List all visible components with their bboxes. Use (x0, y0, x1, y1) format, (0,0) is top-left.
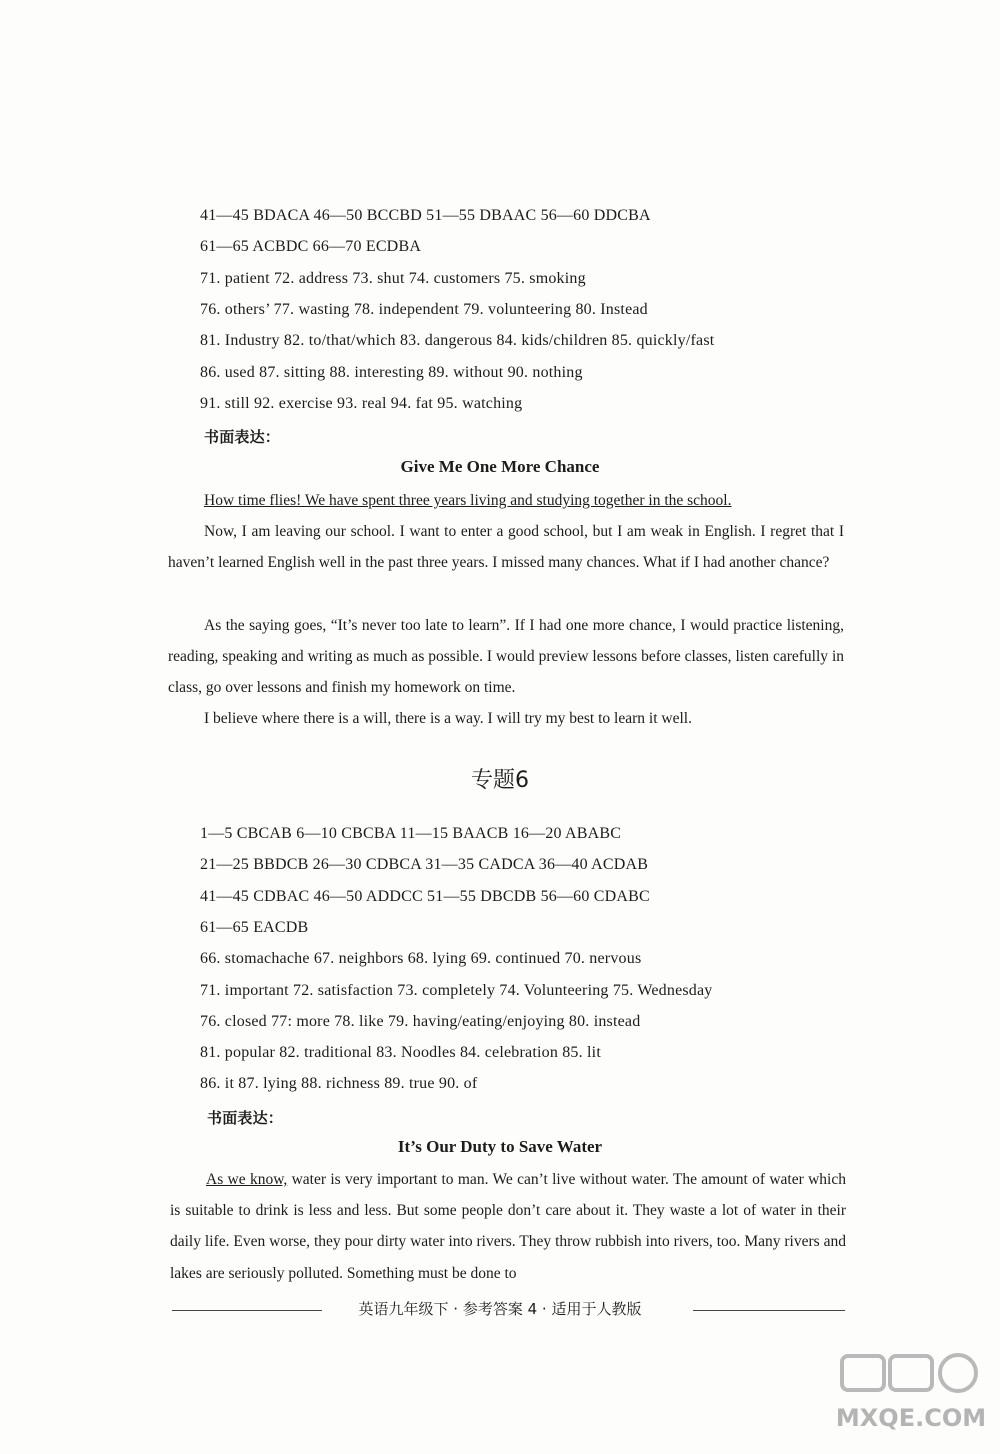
svg-text:MXQE.COM: MXQE.COM (836, 1404, 986, 1432)
answer-line: 71. patient 72. address 73. shut 74. customers 75. smoking (200, 270, 586, 287)
answer-line: 61—65 ACBDC 66—70 ECDBA (200, 238, 422, 255)
essay-paragraph (204, 485, 844, 516)
writing-label: 书面表达： (207, 1109, 284, 1127)
answer-line: 76. others’ 77. wasting 78. independent 79. volunteering 80. Instead (200, 301, 648, 318)
answer-line: 66. stomachache 67. neighbors 68. lying 69. continued 70. nervous (200, 950, 642, 967)
answer-line: 1—5 CBCAB 6—10 CBCBA 11—15 BAACB 16—20 ABABC (200, 825, 622, 842)
essay-title: It’s Our Duty to Save Water (397, 1137, 603, 1156)
essay-paragraph (170, 1164, 846, 1289)
answer-line: 61—65 EACDB (200, 919, 309, 936)
answer-line: 81. Industry 82. to/that/which 83. dangerous 84. kids/children 85. quickly/fast (200, 332, 715, 349)
essay-body-text: water is very important to man. We can’t live without water. The amount of water which is suitable to drink is less and less. But some people don’t care about it. They waste a lot of water in their daily life. Even worse, they pour dirty water into rivers. They throw rubbish into rivers, too. Many rivers and lakes are seriously polluted. Something must be done to (170, 1171, 846, 1282)
essay-paragraph: Now, I am leaving our school. I want to enter a good school, but I am weak in English. I regret that I haven’t learned English well in the past three years. I missed many chances. What if I had another chance? (168, 523, 844, 572)
section-title: 专题6 (471, 768, 529, 793)
page-footer (0, 1298, 1000, 1322)
footer-rule-right (693, 1310, 845, 1311)
answer-line: 91. still 92. exercise 93. real 94. fat 95. watching (200, 395, 523, 412)
essay-opening-underlined: How time flies! We have spent three years living and studying together in the school. (204, 492, 732, 509)
answer-line: 86. used 87. sitting 88. interesting 89. without 90. nothing (200, 364, 583, 381)
answer-line: 41—45 BDACA 46—50 BCCBD 51—55 DBAAC 56—60 DDCBA (200, 207, 651, 224)
essay-title: Give Me One More Chance (400, 457, 600, 476)
essay-paragraph: I believe where there is a will, there is a way. I will try my best to learn it well. (204, 710, 692, 727)
answer-line: 21—25 BBDCB 26—30 CDBCA 31—35 CADCA 36—40 ACDAB (200, 856, 649, 873)
answer-line: 86. it 87. lying 88. richness 89. true 90. of (200, 1075, 478, 1092)
answer-line: 76. closed 77: more 78. like 79. having/eating/enjoying 80. instead (200, 1013, 641, 1030)
answer-line: 71. important 72. satisfaction 73. completely 74. Volunteering 75. Wednesday (200, 982, 713, 999)
writing-label: 书面表达： (204, 428, 281, 446)
watermark-logo (836, 1350, 986, 1440)
essay-opening-underlined: As we know, (206, 1171, 288, 1188)
answer-line: 41—45 CDBAC 46—50 ADDCC 51—55 DBCDB 56—60 CDABC (200, 888, 650, 905)
watermark-logo-icon (836, 1350, 986, 1440)
essay-paragraph: As the saying goes, “It’s never too late to learn”. If I had one more chance, I would practice listening, reading, speaking and writing as much as possible. I would preview lessons before classes, listen carefully in class, go over lessons and finish my homework on time. (168, 617, 844, 697)
answer-line: 81. popular 82. traditional 83. Noodles 84. celebration 85. lit (200, 1044, 601, 1061)
footer-text: 英语九年级下 · 参考答案 4 · 适用于人教版 (358, 1300, 642, 1318)
